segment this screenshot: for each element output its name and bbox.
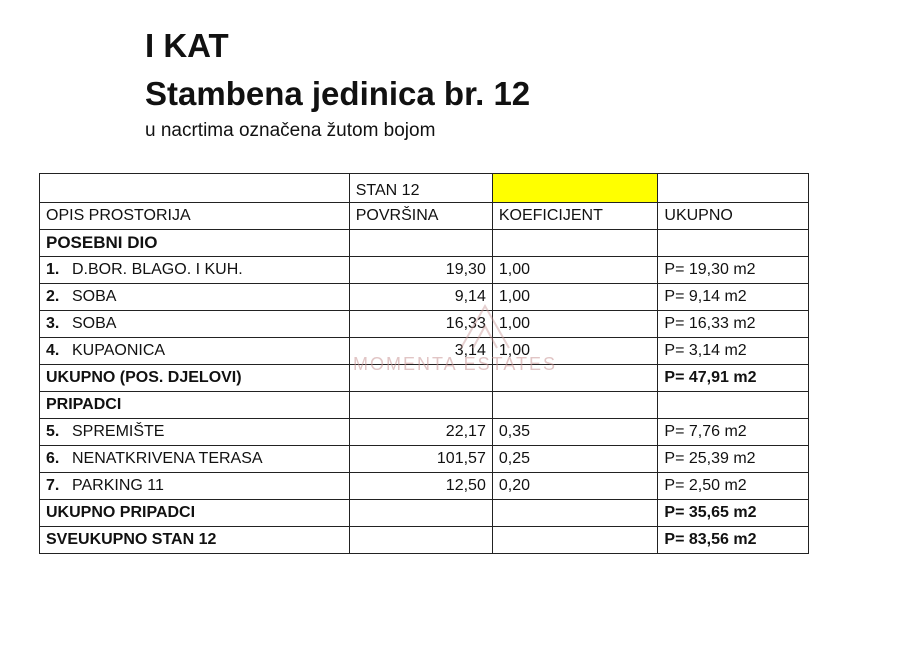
grand-total-row (40, 527, 809, 554)
unit-header-row (40, 174, 809, 203)
room-number: 7. (46, 477, 60, 494)
subtotal-label: UKUPNO (POS. DJELOVI) (40, 365, 350, 392)
watermark-text: MOMENTA ESTATES (353, 354, 558, 374)
unit-subtitle: u nacrtima označena žutom bojom (145, 120, 436, 141)
area-value: 12,50 (349, 473, 492, 500)
table-row (40, 311, 809, 338)
room-number: 2. (46, 288, 60, 305)
total-value: P= 3,14 m2 (658, 338, 809, 365)
room-number: 1. (46, 261, 60, 278)
room-name: SPREMIŠTE (72, 423, 165, 440)
room-name: D.BOR. BLAGO. I KUH. (72, 261, 243, 278)
header-opis: OPIS PROSTORIJA (40, 203, 350, 230)
table-row (40, 284, 809, 311)
subtotal-row-posebni (40, 365, 809, 392)
total-value: P= 2,50 m2 (658, 473, 809, 500)
coefficient-value: 0,35 (492, 419, 658, 446)
room-cell (40, 284, 350, 311)
table-row (40, 446, 809, 473)
total-value: P= 25,39 m2 (658, 446, 809, 473)
highlight-color-swatch (492, 174, 658, 203)
header-koeficijent: KOEFICIJENT (492, 203, 658, 230)
total-value: P= 9,14 m2 (658, 284, 809, 311)
unit-label: STAN 12 (349, 174, 492, 203)
subtotal-value: P= 47,91 m2 (658, 365, 809, 392)
room-name: KUPAONICA (72, 342, 166, 359)
total-value: P= 16,33 m2 (658, 311, 809, 338)
room-number: 6. (46, 450, 60, 467)
room-number: 4. (46, 342, 60, 359)
area-value: 9,14 (349, 284, 492, 311)
header-povrsina: POVRŠINA (349, 203, 492, 230)
empty-cell (40, 174, 350, 203)
room-cell (40, 257, 350, 284)
area-value: 101,57 (349, 446, 492, 473)
room-number: 5. (46, 423, 60, 440)
column-header-row (40, 203, 809, 230)
room-cell (40, 473, 350, 500)
room-number: 3. (46, 315, 60, 332)
room-cell (40, 446, 350, 473)
table-row (40, 257, 809, 284)
document-heading (145, 26, 530, 142)
coefficient-value: 0,25 (492, 446, 658, 473)
subtotal-row-pripadci (40, 500, 809, 527)
coefficient-value: 1,00 (492, 338, 658, 365)
floor-title: I KAT (145, 27, 229, 64)
section-row-pripadci (40, 392, 809, 419)
area-value: 19,30 (349, 257, 492, 284)
room-cell (40, 311, 350, 338)
table-row (40, 338, 809, 365)
room-name: NENATKRIVENA TERASA (72, 450, 263, 467)
area-table (39, 173, 809, 554)
section-row-posebni (40, 230, 809, 257)
header-ukupno: UKUPNO (658, 203, 809, 230)
unit-title: Stambena jedinica br. 12 (145, 75, 531, 112)
table-row (40, 473, 809, 500)
grand-total-value: P= 83,56 m2 (658, 527, 809, 554)
grand-total-label: SVEUKUPNO STAN 12 (40, 527, 350, 554)
total-value: P= 7,76 m2 (658, 419, 809, 446)
section-label: POSEBNI DIO (40, 230, 350, 257)
area-value: 3,14 (349, 338, 492, 365)
coefficient-value: 1,00 (492, 284, 658, 311)
coefficient-value: 1,00 (492, 257, 658, 284)
room-cell (40, 419, 350, 446)
area-value: 22,17 (349, 419, 492, 446)
room-name: PARKING 11 (72, 477, 164, 494)
subtotal-value: P= 35,65 m2 (658, 500, 809, 527)
room-cell (40, 338, 350, 365)
empty-cell (658, 174, 809, 203)
table-row (40, 419, 809, 446)
area-value: 16,33 (349, 311, 492, 338)
room-name: SOBA (72, 315, 117, 332)
subtotal-label: UKUPNO PRIPADCI (40, 500, 350, 527)
coefficient-value: 1,00 (492, 311, 658, 338)
section-label: PRIPADCI (40, 392, 350, 419)
total-value: P= 19,30 m2 (658, 257, 809, 284)
room-name: SOBA (72, 288, 117, 305)
coefficient-value: 0,20 (492, 473, 658, 500)
